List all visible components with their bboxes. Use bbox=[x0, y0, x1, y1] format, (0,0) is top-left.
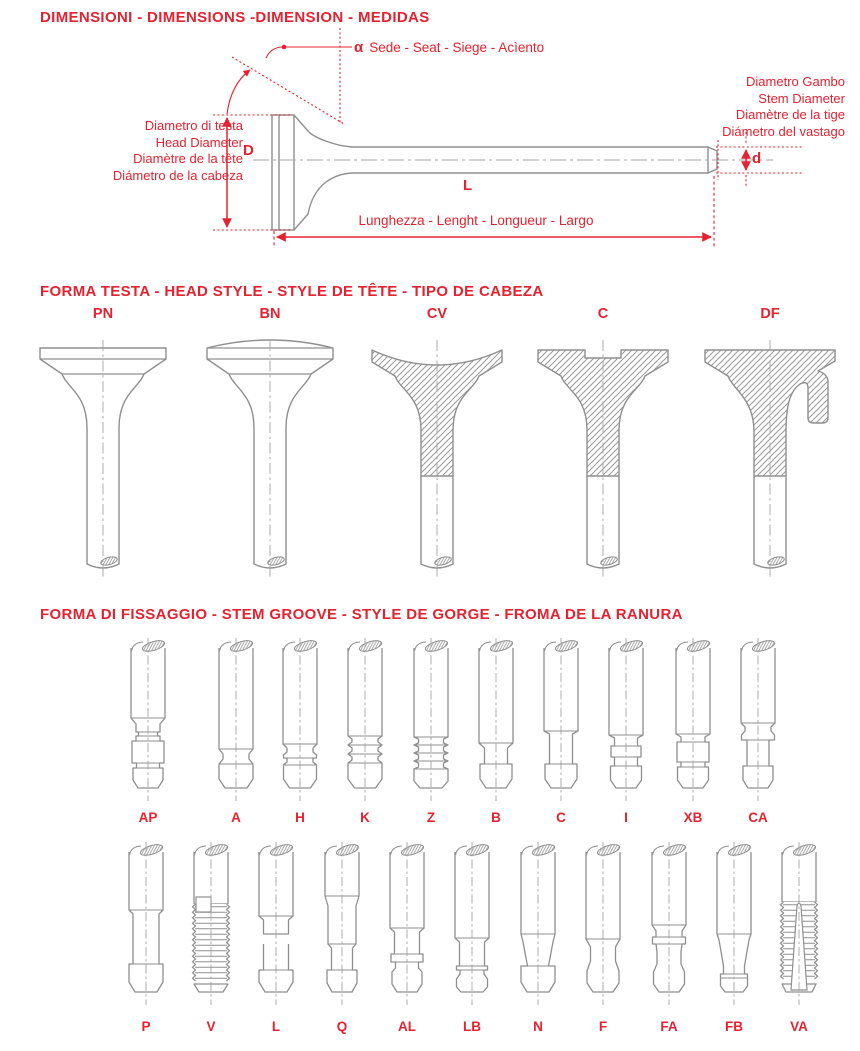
stem-groove-drawing-F bbox=[575, 840, 631, 1010]
stem-groove-label-F: F bbox=[598, 1019, 608, 1034]
valve-head-drawing-CV bbox=[362, 328, 512, 588]
head-diameter-line-it: Diametro di testa bbox=[144, 118, 243, 133]
stem-groove-figure-XB bbox=[665, 636, 721, 806]
stem-groove-drawing-XB bbox=[665, 636, 721, 806]
stem-groove-figure-K bbox=[337, 636, 393, 806]
head-style-label-C: C bbox=[597, 306, 609, 322]
stem-groove-drawing-Z bbox=[403, 636, 459, 806]
stem-groove-figure-V bbox=[183, 840, 239, 1010]
stem-groove-drawing-A bbox=[208, 636, 264, 806]
head-style-section-title: FORMA TESTA - HEAD STYLE - STYLE DE TÊTE - TIPO DE CABEZA bbox=[40, 283, 544, 300]
stem-groove-label-B: B bbox=[491, 810, 501, 825]
stem-groove-drawing-K bbox=[337, 636, 393, 806]
stem-groove-label-AP: AP bbox=[138, 810, 158, 825]
seat-label-text: Sede - Seat - Siege - Acìento bbox=[369, 40, 545, 55]
stem-diameter-line-es: Diámetro del vastago bbox=[722, 123, 845, 139]
head-style-label-PN: PN bbox=[92, 306, 114, 322]
stem-groove-drawing-VA bbox=[771, 840, 827, 1010]
head-diameter-line-fr: Diamètre de la tête bbox=[133, 151, 243, 166]
stem-groove-figure-I bbox=[598, 636, 654, 806]
stem-groove-label-H: H bbox=[295, 810, 305, 825]
stem-groove-drawing-P bbox=[118, 840, 174, 1010]
stem-groove-label-FB: FB bbox=[725, 1019, 743, 1034]
alpha-construction-diagonal bbox=[232, 57, 344, 124]
head-diameter-symbol: D bbox=[243, 142, 254, 159]
head-style-label-BN: BN bbox=[259, 306, 281, 322]
head-style-figure-BN bbox=[195, 328, 345, 588]
length-label: Lunghezza - Lenght - Longueur - Largo bbox=[358, 213, 594, 228]
head-style-label-CV: CV bbox=[426, 306, 448, 322]
head-diameter-label bbox=[40, 118, 243, 184]
stem-groove-drawing-L bbox=[248, 840, 304, 1010]
stem-groove-drawing-V bbox=[183, 840, 239, 1010]
stem-diameter-line-fr: Diamètre de la tige bbox=[735, 107, 845, 122]
stem-groove-label-N: N bbox=[533, 1019, 543, 1034]
seat-leader-line bbox=[266, 47, 352, 58]
stem-groove-drawing-FA bbox=[641, 840, 697, 1010]
stem-groove-drawing-Q bbox=[314, 840, 370, 1010]
stem-groove-label-LB: LB bbox=[463, 1019, 481, 1034]
stem-groove-label-P: P bbox=[141, 1019, 151, 1034]
stem-diameter-line-it: Diametro Gambo bbox=[746, 74, 845, 89]
stem-groove-figure-AL bbox=[379, 840, 435, 1010]
stem-groove-figure-B bbox=[468, 636, 524, 806]
stem-groove-figure-FB bbox=[706, 840, 762, 1010]
stem-groove-figure-Z bbox=[403, 636, 459, 806]
stem-groove-label-C: C bbox=[556, 810, 566, 825]
stem-groove-drawing-N bbox=[510, 840, 566, 1010]
stem-groove-drawing-AL bbox=[379, 840, 435, 1010]
stem-groove-drawing-FB bbox=[706, 840, 762, 1010]
stem-groove-drawing-LB bbox=[444, 840, 500, 1010]
head-style-figure-C bbox=[528, 328, 678, 588]
stem-groove-figure-A bbox=[208, 636, 264, 806]
stem-groove-figure-P bbox=[118, 840, 174, 1010]
stem-groove-figure-CA bbox=[730, 636, 786, 806]
stem-groove-figure-Q bbox=[314, 840, 370, 1010]
stem-groove-figure-F bbox=[575, 840, 631, 1010]
stem-groove-label-L: L bbox=[271, 1019, 281, 1034]
head-style-figure-CV bbox=[362, 328, 512, 588]
valve-head-drawing-PN bbox=[28, 328, 178, 588]
valve-head-drawing-C bbox=[528, 328, 678, 588]
head-style-label-DF: DF bbox=[760, 306, 780, 322]
stem-diameter-symbol: d bbox=[752, 150, 762, 167]
head-diameter-line-es: Diámetro de la cabeza bbox=[112, 167, 243, 183]
stem-groove-figure-C bbox=[533, 636, 589, 806]
stem-groove-drawing-C bbox=[533, 636, 589, 806]
stem-groove-figure-AP bbox=[120, 636, 176, 806]
stem-groove-figure-H bbox=[272, 636, 328, 806]
stem-groove-label-V: V bbox=[206, 1019, 216, 1034]
stem-groove-drawing-CA bbox=[730, 636, 786, 806]
dimensions-section-title: DIMENSIONI - DIMENSIONS -DIMENSION - MEDIDAS bbox=[40, 9, 430, 26]
stem-groove-label-XB: XB bbox=[683, 810, 703, 825]
stem-groove-figure-VA bbox=[771, 840, 827, 1010]
length-symbol: L bbox=[463, 177, 473, 194]
head-style-figure-PN bbox=[28, 328, 178, 588]
stem-groove-label-I: I bbox=[624, 810, 628, 825]
stem-groove-label-AL: AL bbox=[398, 1019, 416, 1034]
stem-groove-label-K: K bbox=[360, 810, 370, 825]
stem-groove-label-Q: Q bbox=[336, 1019, 348, 1034]
valve-head-drawing-DF bbox=[695, 328, 845, 588]
head-style-figure-DF bbox=[695, 328, 845, 588]
stem-groove-drawing-I bbox=[598, 636, 654, 806]
stem-groove-label-VA: VA bbox=[790, 1019, 808, 1034]
stem-groove-label-A: A bbox=[231, 810, 241, 825]
seat-angle-label bbox=[354, 39, 544, 56]
stem-groove-drawing-AP bbox=[120, 636, 176, 806]
stem-groove-figure-L bbox=[248, 840, 304, 1010]
stem-groove-label-CA: CA bbox=[748, 810, 768, 825]
stem-groove-drawing-H bbox=[272, 636, 328, 806]
stem-groove-figure-LB bbox=[444, 840, 500, 1010]
valve-head-drawing-BN bbox=[195, 328, 345, 588]
stem-groove-label-FA: FA bbox=[660, 1019, 678, 1034]
alpha-angle-arc bbox=[227, 70, 250, 114]
head-diameter-line-en: Head Diameter bbox=[155, 134, 243, 150]
stem-groove-figure-FA bbox=[641, 840, 697, 1010]
stem-groove-figure-N bbox=[510, 840, 566, 1010]
stem-diameter-label bbox=[722, 74, 845, 140]
stem-groove-label-Z: Z bbox=[426, 810, 436, 825]
stem-groove-drawing-B bbox=[468, 636, 524, 806]
seat-leader-dot bbox=[282, 45, 287, 50]
stem-diameter-line-en: Stem Diameter bbox=[758, 90, 845, 106]
alpha-symbol: α bbox=[354, 39, 364, 56]
stem-groove-section-title: FORMA DI FISSAGGIO - STEM GROOVE - STYLE DE GORGE - FROMA DE LA RANURA bbox=[40, 606, 683, 623]
